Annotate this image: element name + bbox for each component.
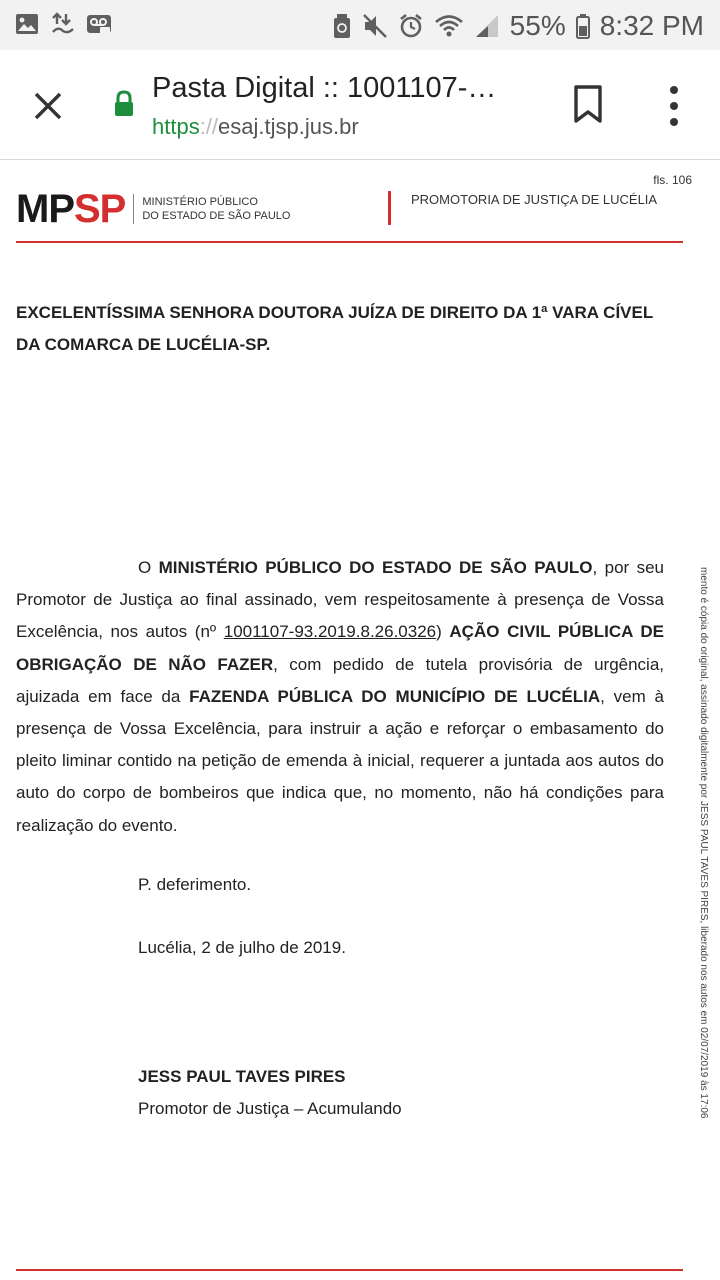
lock-icon [113,90,135,118]
image-icon [14,12,40,36]
url-host: esaj.tjsp.jus.br [218,114,359,139]
header-accent-bar [388,191,391,225]
page-folio: fls. 106 [653,173,692,187]
digital-signature-note: mento é cópia do original, assinado digitalmente por JESS PAUL TAVES PIRES, liberado nos autos em 02/07/2019 às 17:06 [698,567,709,1119]
status-bar [0,0,720,50]
page-title[interactable]: Pasta Digital :: 1001107-… [152,72,497,104]
logo-text: MINISTÉRIO PÚBLICO DO ESTADO DE SÃO PAULO [142,196,291,222]
case-number: 1001107-93.2019.8.26.0326 [223,622,437,642]
android-icon [332,13,352,39]
battery-icon [576,13,590,39]
data-transfer-icon [50,12,76,36]
clock: 8:32 PM [599,10,704,41]
signer-role: Promotor de Justiça – Acumulando [138,1099,402,1118]
logo-mark: MPSP [16,187,126,231]
mpsp-logo [16,189,290,229]
wifi-icon [434,13,464,39]
petition-body: O MINISTÉRIO PÚBLICO DO ESTADO DE SÃO PAULO, por seu Promotor de Justiça ao final assinado, vem respeitosamente à presença de Vossa Excelência, nos autos (nº 1001107-93.2019.8.26.0326) AÇÃO CIVIL PÚBLICA DE OBRIGAÇÃO DE NÃO FAZER, com pedido de tutela provisória de urgência, ajuizada em face da FAZENDA PÚBLICA DO MUNICÍPIO DE LUCÉLIA, vem à presença de Vossa Excelência, para instruir a ação e reforçar o embasamento do pleito liminar contido na petição de emenda à inicial, requerer a juntada aos autos do auto do corpo de bombeiros que indica que, no momento, não há condições para realização do evento. [16,558,665,835]
mute-icon [362,13,388,39]
closing-line: P. deferimento. [138,875,252,894]
signer-name: JESS PAUL TAVES PIRES [138,1067,346,1086]
url-separator: :// [199,114,219,139]
logo-divider [133,194,134,224]
alarm-icon [398,13,424,39]
bookmark-icon[interactable] [572,84,604,124]
place-date: Lucélia, 2 de julho de 2019. [138,938,346,957]
signal-icon [474,13,500,39]
battery-percent: 55% [509,10,566,41]
footer-rule [16,1269,683,1271]
status-right [332,6,704,46]
page-url[interactable] [152,114,359,140]
url-scheme: https [152,114,200,139]
document-page [0,161,720,1280]
close-icon[interactable] [28,86,68,126]
browser-toolbar [0,50,720,160]
voicemail-icon [86,12,112,36]
header-rule [16,241,683,243]
overflow-menu-icon[interactable] [662,84,686,128]
document-address: EXCELENTÍSSIMA SENHORA DOUTORA JUÍZA DE DIREITO DA 1ª VARA CÍVEL DA COMARCA DE LUCÉLIA-SP. [16,303,653,354]
promotoria-heading: PROMOTORIA DE JUSTIÇA DE LUCÉLIA [411,192,658,207]
